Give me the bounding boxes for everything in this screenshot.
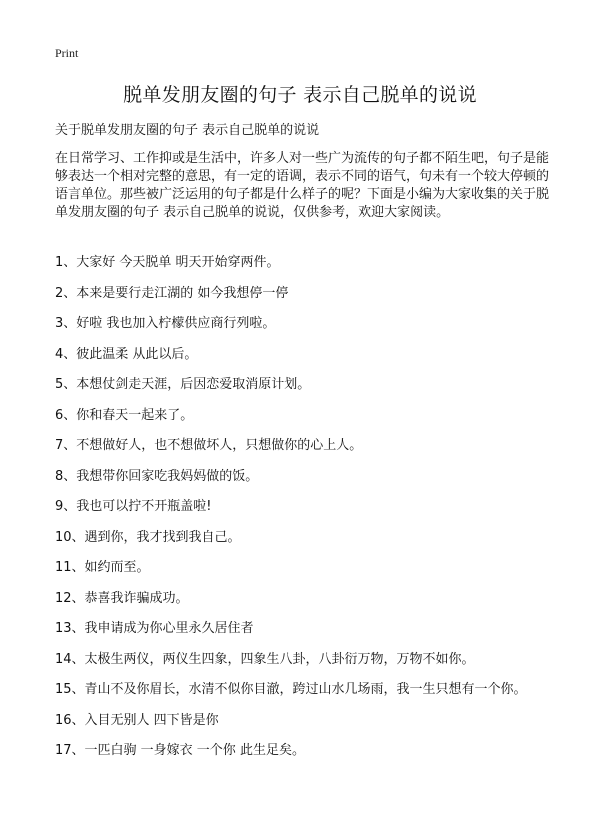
list-item: 2、本来是要行走江湖的 如今我想停一停 xyxy=(55,285,289,301)
list-item: 13、我申请成为你心里永久居住者 xyxy=(55,621,254,636)
intro-paragraph: 在日常学习、工作抑或是生活中，许多人对一些广为流传的句子都不陌生吧，句子是能够表达一个相对完整的意思，有一定的语调，表示不同的语气，句未有一个较大停顿的语言单位。那些被广泛运用的句子都是什么样子的呢？下面是小编为大家收集的关于脱单发朋友圈的句子 表示自己脱单的说说，仅供参考，欢迎大家阅读。 xyxy=(55,151,550,220)
print-link[interactable]: Print xyxy=(55,46,79,60)
list-item: 5、本想仗剑走天涯，后因恋爱取消原计划。 xyxy=(55,377,311,392)
list-item: 1、大家好 今天脱单 明天开始穿两件。 xyxy=(55,255,280,270)
list-item: 7、不想做好人，也不想做坏人，只想做你的心上人。 xyxy=(55,438,363,453)
article-subtitle: 关于脱单发朋友圈的句子 表示自己脱单的说说 xyxy=(55,123,320,138)
list-item: 9、我也可以拧不开瓶盖啦! xyxy=(55,499,212,514)
sentence-list xyxy=(55,253,555,772)
list-item: 3、好啦 我也加入柠檬供应商行列啦。 xyxy=(55,316,276,331)
list-item: 6、你和春天一起来了。 xyxy=(55,407,194,423)
list-item: 17、一匹白驹 一身嫁衣 一个你 此生足矣。 xyxy=(55,743,305,758)
list-item: 11、如约而至。 xyxy=(55,560,150,575)
list-item: 12、恭喜我诈骗成功。 xyxy=(55,590,189,606)
list-item: 15、青山不及你眉长，水清不似你目澈，跨过山水几场雨，我一生只想有一个你。 xyxy=(55,682,527,697)
list-item: 4、彼此温柔 从此以后。 xyxy=(55,346,198,362)
page-title: 脱单发朋友圈的句子 表示自己脱单的说说 xyxy=(123,84,477,106)
list-item: 10、遇到你，我才找到我自己。 xyxy=(55,529,241,545)
list-item: 8、我想带你回家吃我妈妈做的饭。 xyxy=(55,468,259,484)
list-item: 14、太极生两仪，两仪生四象，四象生八卦，八卦衍万物，万物不如你。 xyxy=(55,651,475,667)
list-item: 16、入目无别人 四下皆是你 xyxy=(55,712,219,728)
